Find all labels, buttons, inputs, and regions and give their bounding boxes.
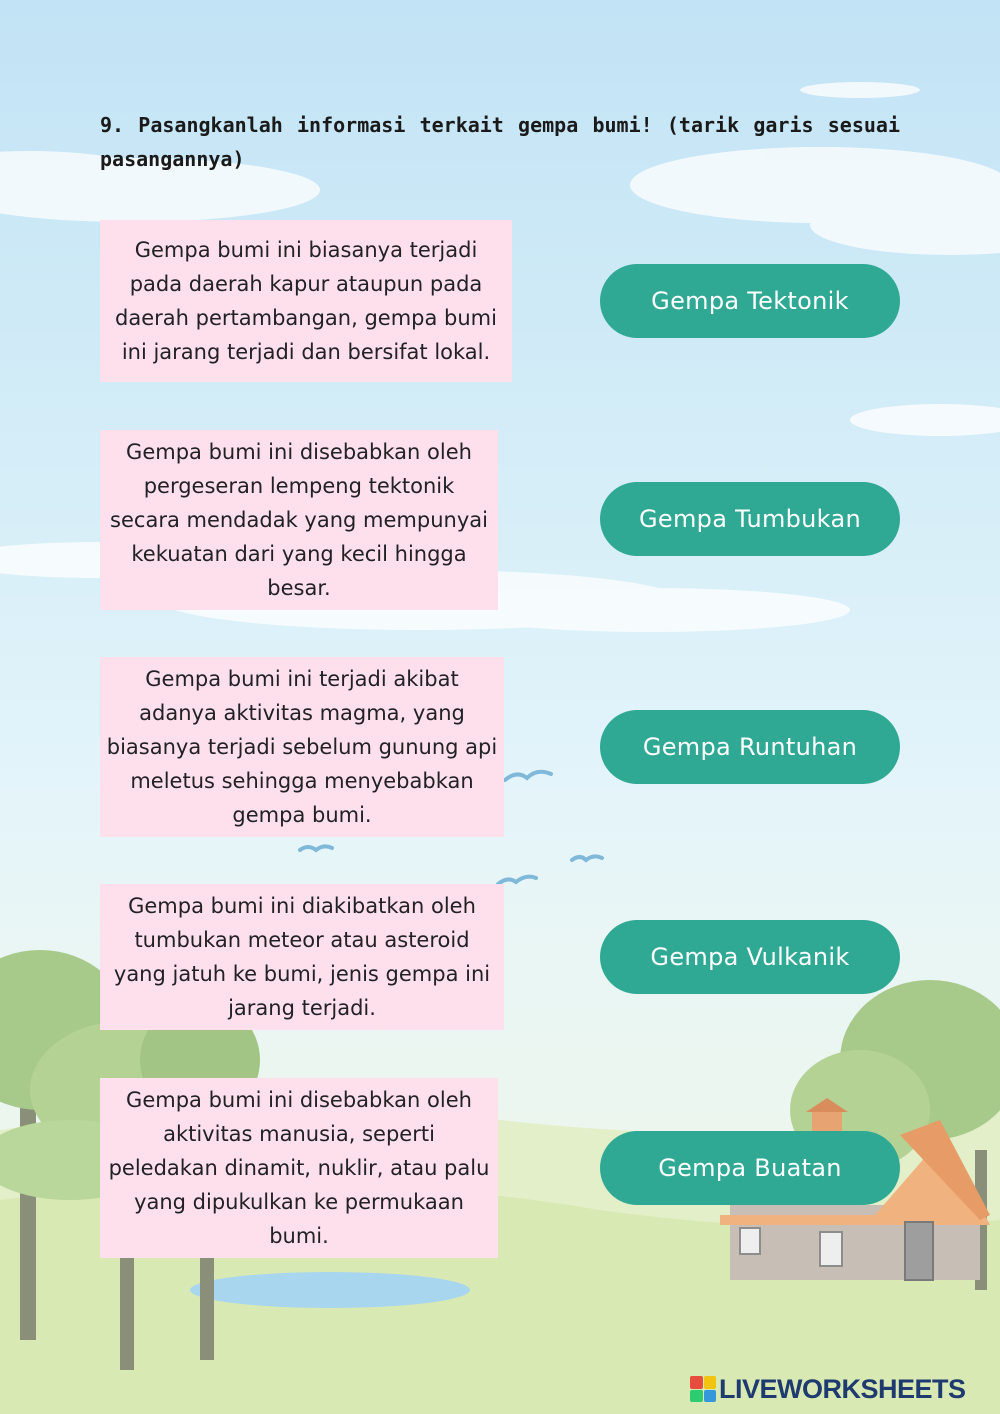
description-card-2[interactable]: Gempa bumi ini disebabkan oleh pergeseran lempeng tektonik secara mendadak yang mempunyai kekuatan dari yang kecil hingga besar. <box>100 430 498 610</box>
description-card-3[interactable]: Gempa bumi ini terjadi akibat adanya aktivitas magma, yang biasanya terjadi sebelum gunung api meletus sehingga menyebabkan gempa bumi. <box>100 657 504 837</box>
brand-name: LIVEWORKSHEETS <box>719 1373 966 1404</box>
option-gempa-vulkanik[interactable]: Gempa Vulkanik <box>600 920 900 994</box>
option-gempa-buatan[interactable]: Gempa Buatan <box>600 1131 900 1205</box>
description-card-4[interactable]: Gempa bumi ini diakibatkan oleh tumbukan meteor atau asteroid yang jatuh ke bumi, jenis gempa ini jarang terjadi. <box>100 884 504 1030</box>
question-title: 9. Pasangkanlah informasi terkait gempa bumi! (tarik garis sesuai pasangannya) <box>100 113 900 171</box>
liveworksheets-logo <box>690 1374 966 1404</box>
pond <box>190 1272 470 1308</box>
description-card-1[interactable]: Gempa bumi ini biasanya terjadi pada daerah kapur ataupun pada daerah pertambangan, gempa bumi ini jarang terjadi dan bersifat lokal. <box>100 220 512 382</box>
option-gempa-runtuhan[interactable]: Gempa Runtuhan <box>600 710 900 784</box>
option-gempa-tektonik[interactable]: Gempa Tektonik <box>600 264 900 338</box>
option-gempa-tumbukan[interactable]: Gempa Tumbukan <box>600 482 900 556</box>
liveworksheets-logo-icon <box>690 1376 716 1402</box>
description-card-5[interactable]: Gempa bumi ini disebabkan oleh aktivitas manusia, seperti peledakan dinamit, nuklir, atau palu yang dipukulkan ke permukaan bumi. <box>100 1078 498 1258</box>
